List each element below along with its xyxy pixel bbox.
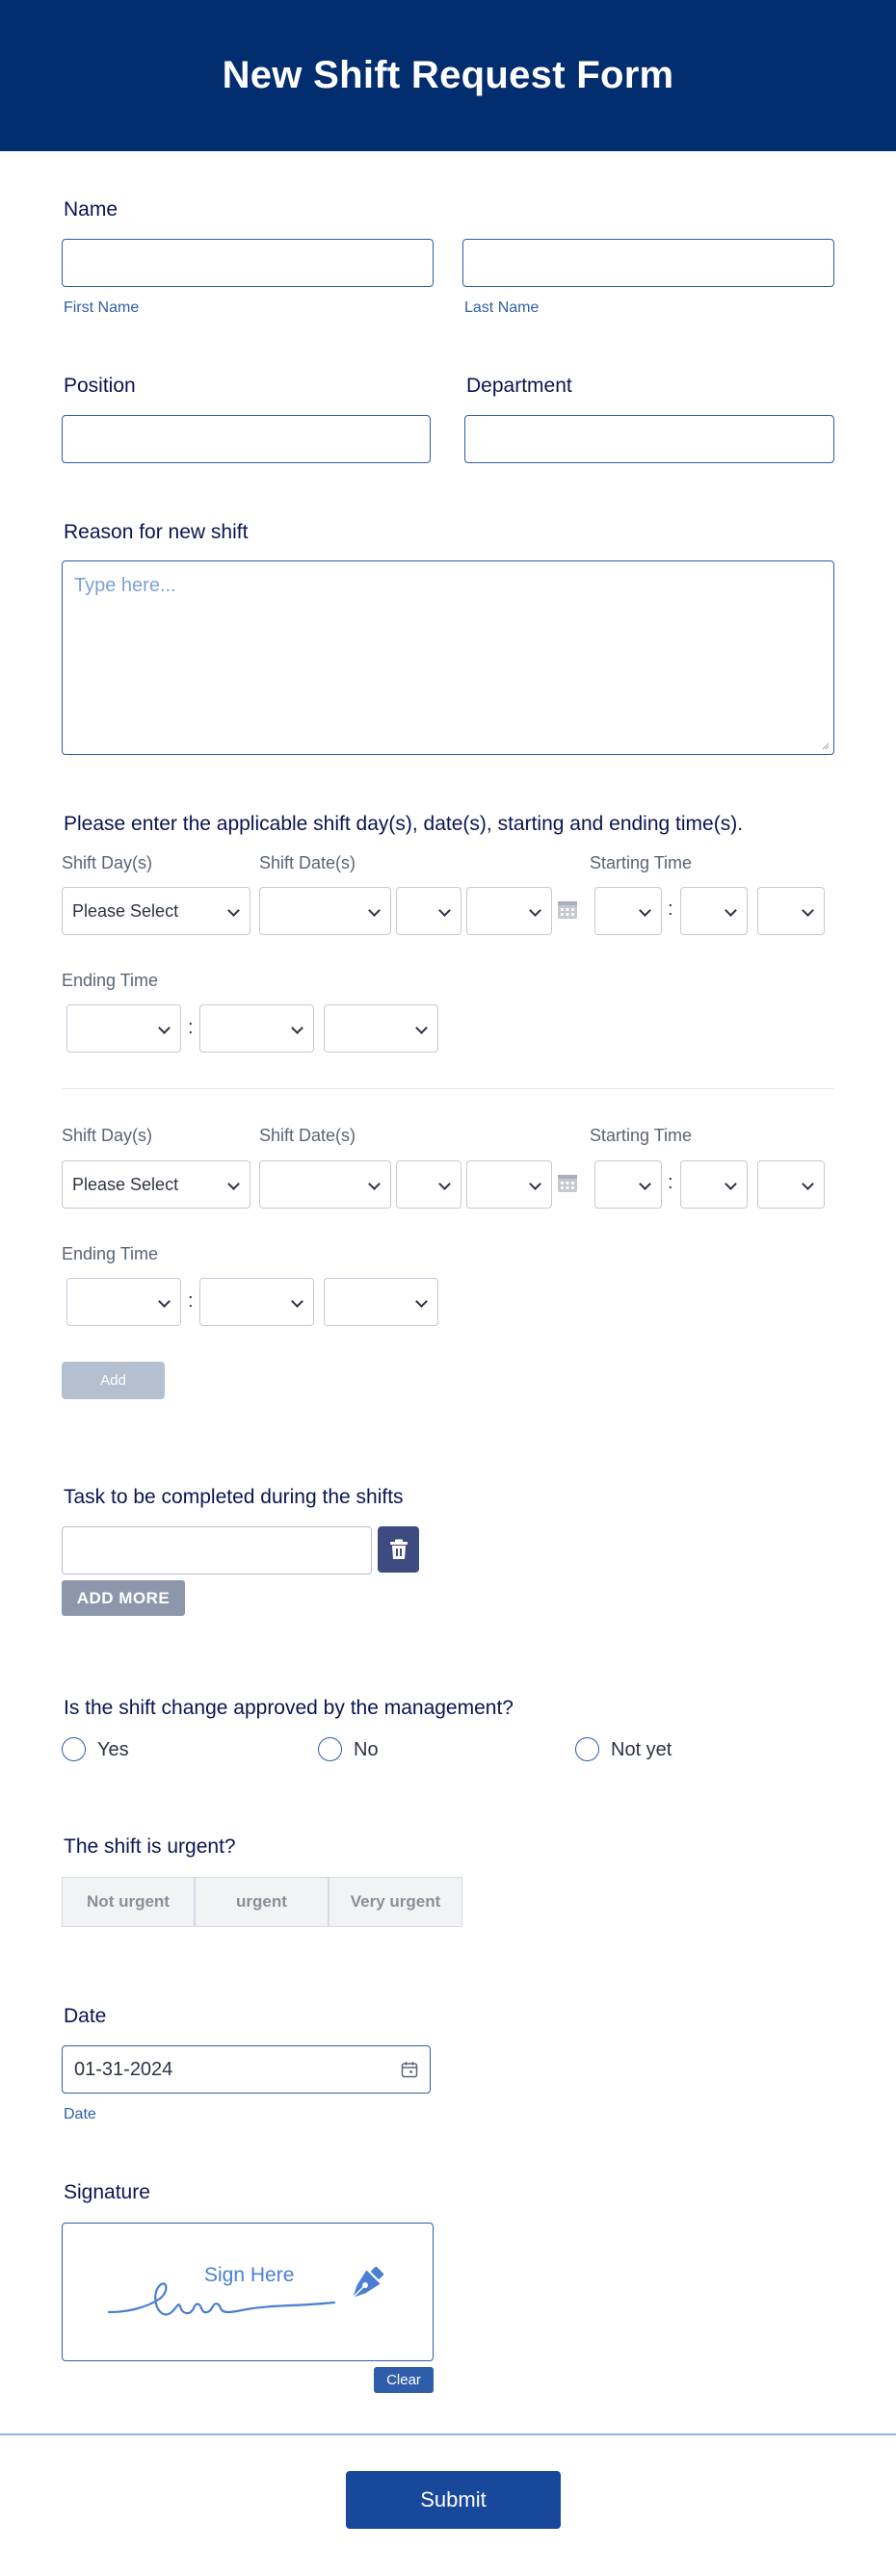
end-hour-select-1[interactable] (66, 1004, 181, 1053)
end-minute-select-1[interactable] (199, 1004, 314, 1053)
task-input[interactable] (62, 1526, 372, 1574)
shift-month-select-2[interactable] (259, 1160, 391, 1209)
first-name-input[interactable] (62, 239, 434, 287)
clear-signature-button[interactable]: Clear (374, 2367, 434, 2393)
time-separator: : (188, 1290, 194, 1312)
radio-yes[interactable] (62, 1737, 86, 1761)
shift-date-label-1: Shift Date(s) (259, 853, 356, 872)
radio-no-label[interactable]: No (354, 1739, 379, 1760)
chevron-down-icon (368, 904, 381, 917)
signature-scribble-icon (107, 2274, 338, 2331)
department-label: Department (466, 375, 572, 397)
end-minute-select-2[interactable] (199, 1278, 314, 1326)
last-name-input[interactable] (462, 239, 834, 287)
start-minute-select-2[interactable] (680, 1160, 748, 1209)
shift-day-of-month-select-2[interactable] (396, 1160, 461, 1209)
date-input[interactable] (62, 2045, 431, 2094)
signature-label: Signature (64, 2181, 150, 2203)
radio-not-yet[interactable] (575, 1737, 599, 1761)
shift-year-select-1[interactable] (466, 887, 552, 935)
chevron-down-icon (291, 1295, 303, 1308)
urgency-option-not-urgent[interactable]: Not urgent (62, 1877, 195, 1927)
shift-day-of-month-select-1[interactable] (396, 887, 461, 935)
position-label: Position (64, 375, 136, 397)
shift-day-select-1[interactable] (62, 887, 250, 935)
urgency-option-urgent[interactable]: urgent (195, 1877, 329, 1927)
shift-day-label-1: Shift Day(s) (62, 853, 153, 872)
start-hour-select-2[interactable] (594, 1160, 662, 1209)
end-ampm-select-2[interactable] (324, 1278, 438, 1326)
footer-divider (0, 2433, 896, 2435)
calendar-picker-icon[interactable] (401, 2061, 418, 2078)
urgency-question: The shift is urgent? (64, 1835, 236, 1858)
start-ampm-select-2[interactable] (757, 1160, 825, 1209)
chevron-down-icon (639, 1178, 651, 1190)
first-name-sublabel: First Name (64, 299, 140, 316)
chevron-down-icon (415, 1022, 428, 1034)
reason-label: Reason for new shift (64, 521, 249, 543)
reason-placeholder: Type here... (74, 575, 176, 596)
end-hour-select-2[interactable] (66, 1278, 181, 1326)
chevron-down-icon (227, 904, 240, 917)
last-name-sublabel: Last Name (464, 299, 540, 316)
chevron-down-icon (227, 1178, 240, 1190)
chevron-down-icon (158, 1022, 171, 1034)
radio-no[interactable] (318, 1737, 342, 1761)
chevron-down-icon (415, 1295, 428, 1308)
shift-day-select-value-1: Please Select (72, 900, 179, 921)
trash-icon (389, 1539, 408, 1560)
chevron-down-icon (725, 1178, 737, 1190)
end-ampm-select-1[interactable] (324, 1004, 438, 1053)
calendar-icon[interactable] (557, 1172, 578, 1193)
ending-time-label-2: Ending Time (62, 1244, 159, 1263)
date-label: Date (64, 2005, 107, 2027)
chevron-down-icon (438, 1178, 451, 1190)
signature-pad[interactable] (62, 2223, 434, 2361)
calendar-icon[interactable] (557, 898, 578, 920)
chevron-down-icon (802, 904, 814, 917)
position-input[interactable] (62, 415, 431, 463)
start-ampm-select-1[interactable] (757, 887, 825, 935)
radio-not-yet-label[interactable]: Not yet (611, 1739, 672, 1760)
chevron-down-icon (802, 1178, 814, 1190)
pen-nib-icon (342, 2262, 388, 2308)
chevron-down-icon (291, 1022, 303, 1034)
urgency-option-very-urgent[interactable]: Very urgent (329, 1877, 462, 1927)
chevron-down-icon (725, 904, 737, 917)
approval-question: Is the shift change approved by the management? (64, 1697, 514, 1719)
chevron-down-icon (368, 1178, 381, 1190)
date-sublabel: Date (64, 2106, 96, 2122)
time-separator: : (668, 898, 673, 920)
start-hour-select-1[interactable] (594, 887, 662, 935)
add-more-button[interactable]: ADD MORE (62, 1580, 185, 1616)
shift-month-select-1[interactable] (259, 887, 391, 935)
shift-divider (62, 1088, 834, 1089)
delete-task-button[interactable] (378, 1526, 419, 1573)
resize-grip-icon[interactable] (820, 741, 830, 750)
starting-time-label-1: Starting Time (590, 853, 693, 872)
submit-button[interactable]: Submit (346, 2471, 561, 2529)
shift-date-label-2: Shift Date(s) (259, 1126, 356, 1145)
start-minute-select-1[interactable] (680, 887, 748, 935)
form-header (0, 0, 896, 151)
shift-year-select-2[interactable] (466, 1160, 552, 1209)
ending-time-label-1: Ending Time (62, 971, 159, 990)
reason-textarea[interactable] (62, 560, 834, 755)
radio-yes-label[interactable]: Yes (97, 1739, 129, 1760)
shift-day-label-2: Shift Day(s) (62, 1126, 153, 1145)
department-input[interactable] (464, 415, 834, 463)
time-separator: : (668, 1172, 673, 1193)
name-label: Name (64, 198, 119, 221)
shift-instruction: Please enter the applicable shift day(s), date(s), starting and ending time(s). (64, 813, 744, 835)
shift-day-select-2[interactable] (62, 1160, 250, 1209)
form-title: New Shift Request Form (222, 54, 674, 96)
shift-day-select-value-2: Please Select (72, 1174, 179, 1194)
chevron-down-icon (639, 904, 651, 917)
chevron-down-icon (529, 1178, 541, 1190)
tasks-label: Task to be completed during the shifts (64, 1486, 404, 1508)
starting-time-label-2: Starting Time (590, 1126, 693, 1145)
chevron-down-icon (158, 1295, 171, 1308)
add-shift-button[interactable]: Add (62, 1362, 165, 1399)
chevron-down-icon (529, 904, 541, 917)
chevron-down-icon (438, 904, 451, 917)
time-separator: : (188, 1017, 194, 1038)
date-value: 01-31-2024 (74, 2058, 173, 2080)
signature-placeholder: Sign Here (204, 2264, 295, 2286)
